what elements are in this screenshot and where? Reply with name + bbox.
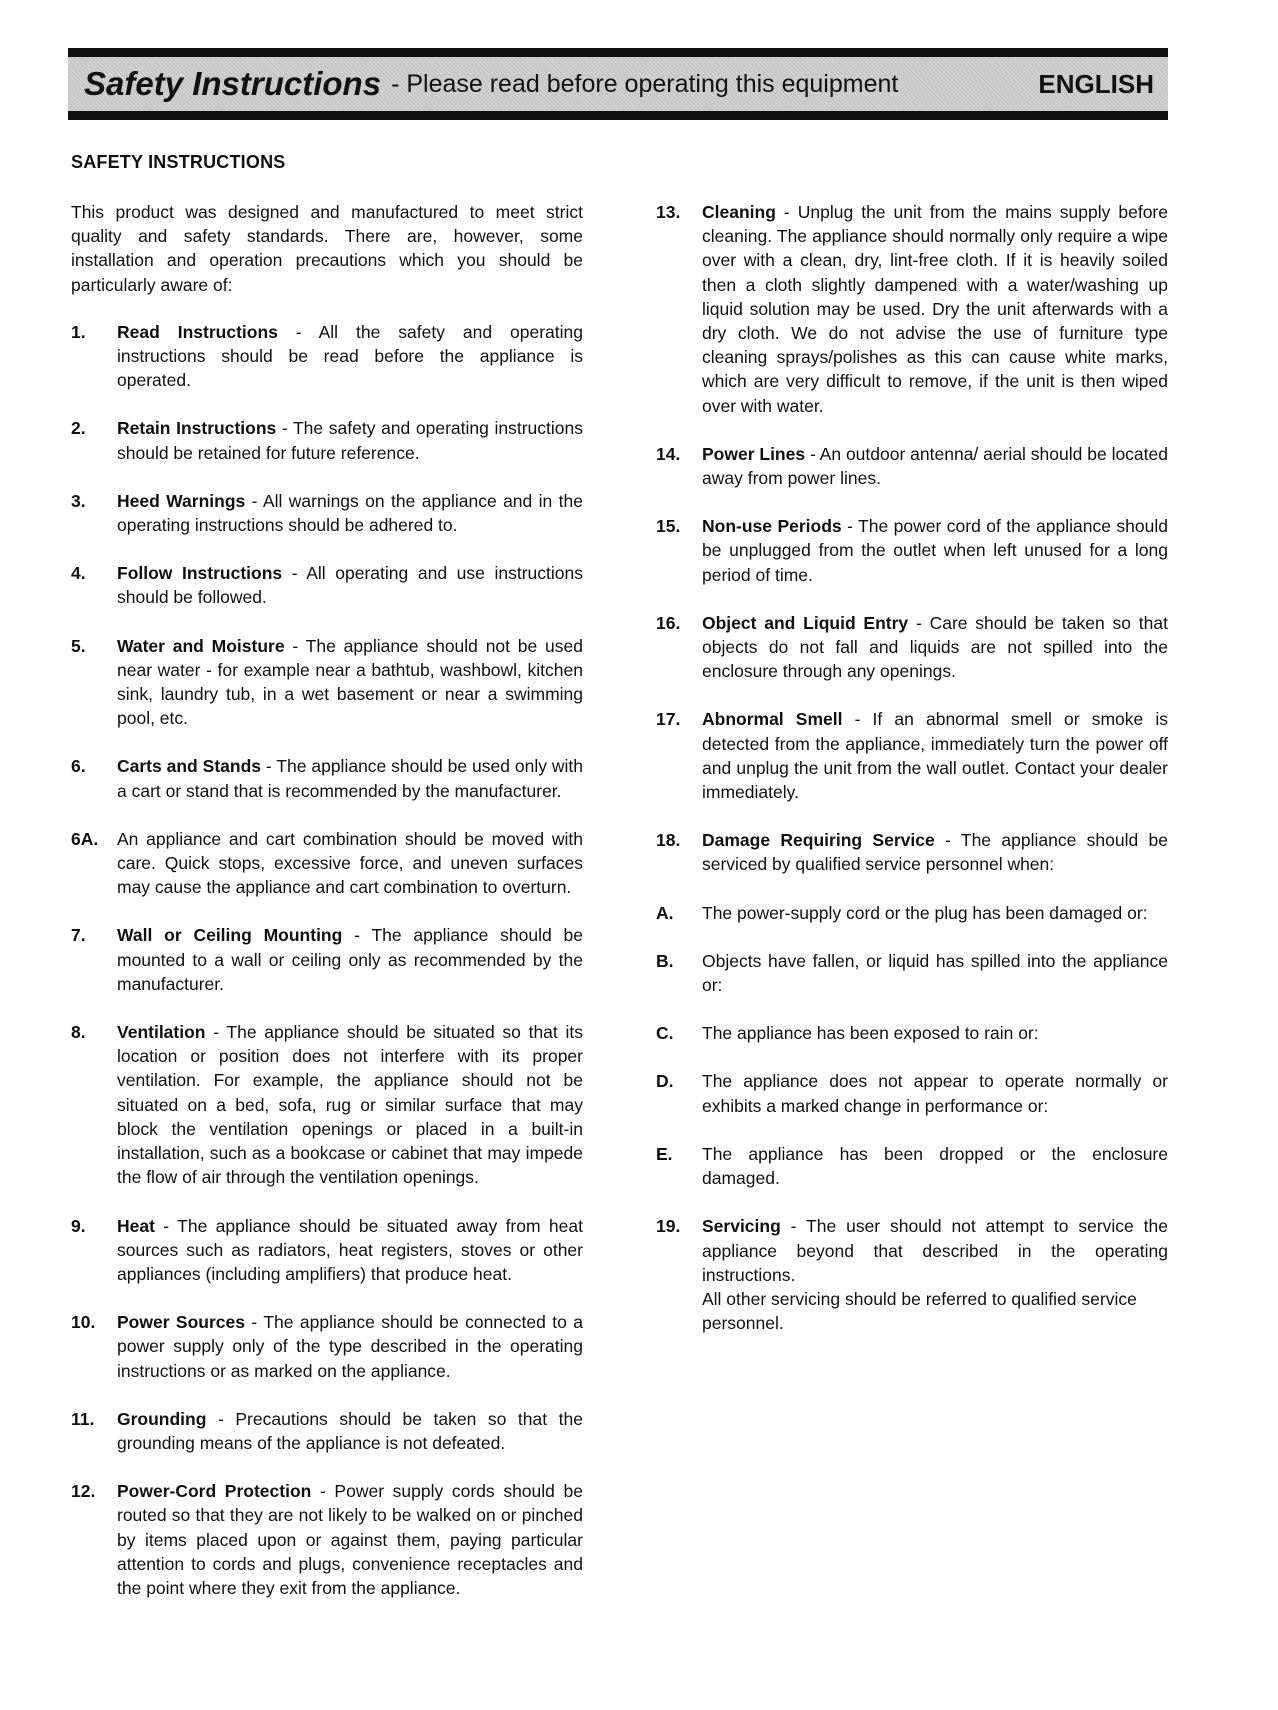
item-number: 14.: [656, 443, 681, 464]
item-text: - The power cord of the appliance should be unplugged from the outlet when left unused for a long period of time.: [702, 516, 1168, 585]
instruction-item: [71, 1407, 583, 1455]
item-body: [702, 707, 1168, 804]
item-number: 6.: [71, 756, 86, 777]
item-number: 15.: [656, 516, 681, 537]
item-body: [117, 634, 583, 731]
item-body: [702, 200, 1168, 418]
item-text: The appliance does not appear to operate normally or exhibits a marked change in performance or:: [702, 1071, 1168, 1116]
item-body: [702, 611, 1168, 684]
page-title: Safety Instructions: [84, 65, 382, 102]
item-term: Carts and Stands: [117, 756, 261, 777]
instruction-item: [656, 200, 1168, 418]
item-body: [702, 1142, 1168, 1190]
instruction-item: [71, 416, 583, 464]
item-number: A.: [656, 902, 674, 923]
item-text: - All operating and use instructions should be followed.: [117, 563, 583, 608]
item-body: [117, 1407, 583, 1455]
item-body: [117, 320, 583, 393]
item-number: 4.: [71, 563, 86, 584]
instruction-item: [71, 923, 583, 996]
item-text: - The appliance should be serviced by qualified service personnel when:: [702, 830, 1169, 875]
item-text: - All the safety and operating instructions should be read before the appliance is operated.: [117, 321, 584, 391]
item-text: The appliance has been exposed to rain or:: [702, 1023, 1039, 1044]
instruction-item: [656, 949, 1168, 997]
item-term: Water and Moisture: [117, 635, 285, 656]
item-number: 9.: [71, 1215, 86, 1236]
item-text: - The appliance should be connected to a power supply only of the type described in the operating instructions or as marked on the appliance.: [117, 1312, 583, 1381]
item-term: Wall or Ceiling Mounting: [117, 925, 343, 946]
item-term: Read Instructions: [117, 321, 278, 342]
item-extra-text: All other servicing should be referred to qualified service personnel.: [702, 1288, 1137, 1334]
item-text: Objects have fallen, or liquid has spilled into the appliance or:: [702, 950, 1168, 996]
item-term: Servicing: [702, 1216, 781, 1237]
instruction-item: [71, 1214, 583, 1287]
item-term: Ventilation: [117, 1022, 206, 1043]
item-term: Object and Liquid Entry: [702, 612, 909, 633]
left-column: [71, 200, 583, 1624]
item-term: Heat: [117, 1215, 155, 1236]
item-body: [117, 923, 583, 996]
item-term: Heed Warnings: [117, 490, 246, 511]
item-body: [702, 1069, 1168, 1117]
item-term: Grounding: [117, 1408, 207, 1429]
item-term: Non-use Periods: [702, 516, 842, 537]
item-number: 13.: [656, 202, 681, 222]
item-number: 2.: [71, 418, 86, 439]
item-number: 16.: [656, 612, 681, 633]
item-body: [702, 442, 1168, 490]
item-text: - If an abnormal smell or smoke is detected from the appliance, immediately turn the power off and unplug the unit from the wall outlet. Contact your dealer immediately.: [702, 709, 1168, 803]
instruction-item: [656, 611, 1168, 684]
item-text: An appliance and cart combination should be moved with care. Quick stops, excessive force, and uneven surfaces may cause the appliance and cart combination to overturn.: [117, 828, 583, 898]
item-number: 11.: [71, 1408, 95, 1429]
item-text: - Unplug the unit from the mains supply before cleaning. The appliance should normally only require a wipe over with a clean, dry, lint-free cloth. If it is heavily soiled then a cloth slightly dampened with a water/washing up liquid solution may be used. Dry the unit afterwards with a dry cloth. We do not advise the use of furniture type cleaning sprays/polishes as this can cause white marks, which are very difficult to remove, if the unit is then wiped over with water.: [702, 202, 1168, 416]
item-text: - The safety and operating instructions should be retained for future reference.: [117, 418, 583, 463]
instruction-item: [656, 1142, 1168, 1190]
instruction-item: [71, 754, 583, 802]
item-body: [702, 949, 1168, 997]
item-number: 17.: [656, 709, 681, 730]
item-body: [117, 827, 583, 900]
instruction-item: [71, 320, 583, 393]
item-number: 18.: [656, 830, 681, 851]
instruction-item: [71, 1020, 583, 1189]
instruction-item: [656, 1021, 1168, 1045]
item-text: - Care should be taken so that objects do not fall and liquids are not spilled into the enclosure through any openings.: [702, 612, 1168, 682]
item-term: Abnormal Smell: [702, 709, 843, 730]
item-text: - The appliance should be mounted to a wall or ceiling only as recommended by the manufacturer.: [117, 925, 583, 994]
item-number: 1.: [71, 321, 86, 342]
item-number: 12.: [71, 1481, 96, 1502]
item-number: C.: [656, 1023, 674, 1044]
item-text: - Power supply cords should be routed so that they are not likely to be walked on or pinched by items placed upon or against them, paying particular attention to cords and plugs, convenience receptacles and the point where they exit from the appliance.: [117, 1481, 583, 1598]
item-body: [117, 1479, 583, 1600]
header-banner: [68, 48, 1168, 120]
item-number: 19.: [656, 1216, 681, 1237]
item-body: [702, 828, 1168, 876]
item-number: 6A.: [71, 828, 99, 849]
item-number: B.: [656, 950, 674, 971]
item-term: Power Lines: [702, 443, 806, 464]
item-body: [702, 1214, 1168, 1335]
item-text: - Precautions should be taken so that the grounding means of the appliance is not defeated.: [117, 1408, 583, 1453]
item-body: [702, 1021, 1168, 1045]
instruction-item: [656, 1214, 1168, 1335]
instruction-item: [656, 514, 1168, 587]
item-text: - The appliance should not be used near water - for example near a bathtub, washbowl, kitchen sink, laundry tub, in a wet basement or near a swimming pool, etc.: [117, 635, 584, 729]
item-body: [117, 416, 583, 464]
item-number: E.: [656, 1143, 673, 1164]
instruction-item: [656, 828, 1168, 876]
instruction-item: [71, 489, 583, 537]
item-number: D.: [656, 1071, 674, 1092]
item-body: [117, 1020, 583, 1189]
item-term: Retain Instructions: [117, 418, 277, 439]
item-text: - The appliance should be situated away from heat sources such as radiators, heat registers, stoves or other appliances (including amplifiers) that produce heat.: [117, 1215, 583, 1284]
item-text: - The appliance should be situated so that its location or position does not interfere with its proper ventilation. For example, the appliance should not be situated on a bed, sofa, rug or similar surface that may block the ventilation openings or placed in a built-in installation, such as a bookcase or cabinet that may impede the flow of air through the ventilation openings.: [117, 1022, 583, 1188]
item-term: Cleaning: [702, 202, 776, 222]
item-number: 5.: [71, 635, 86, 656]
instruction-item: [71, 1310, 583, 1383]
item-text: - The appliance should be used only with a cart or stand that is recommended by the manufacturer.: [117, 756, 583, 801]
right-instruction-list: [656, 200, 1168, 1335]
left-instruction-list: [71, 320, 583, 1600]
item-body: [117, 1310, 583, 1383]
item-text: - An outdoor antenna/ aerial should be located away from power lines.: [702, 443, 1168, 489]
item-term: Power-Cord Protection: [117, 1481, 312, 1502]
item-body: [117, 489, 583, 537]
item-body: [117, 1214, 583, 1287]
item-term: Power Sources: [117, 1312, 245, 1333]
item-text: The power-supply cord or the plug has been damaged or:: [702, 902, 1148, 923]
item-text: The appliance has been dropped or the enclosure damaged.: [702, 1143, 1168, 1189]
instruction-item: [656, 442, 1168, 490]
instruction-item: [656, 901, 1168, 925]
instruction-item: [656, 1069, 1168, 1117]
language-label: ENGLISH: [1038, 68, 1154, 99]
instruction-item: [71, 634, 583, 731]
item-number: 7.: [71, 925, 86, 946]
item-body: [702, 901, 1168, 925]
item-text: - All warnings on the appliance and in the operating instructions should be adhered to.: [117, 490, 583, 536]
item-body: [117, 561, 583, 609]
item-term: Follow Instructions: [117, 563, 283, 584]
instruction-item: [71, 1479, 583, 1600]
item-number: 8.: [71, 1022, 86, 1043]
right-column: [656, 200, 1168, 1359]
section-heading: SAFETY INSTRUCTIONS: [71, 152, 286, 172]
instruction-item: [71, 561, 583, 609]
item-body: [702, 514, 1168, 587]
item-term: Damage Requiring Service: [702, 830, 935, 851]
item-text: - The user should not attempt to service the appliance beyond that described in the operating instructions.: [702, 1216, 1168, 1285]
item-number: 3.: [71, 490, 86, 511]
item-body: [117, 754, 583, 802]
instruction-item: [71, 827, 583, 900]
intro-paragraph: This product was designed and manufactured to meet strict quality and safety standards. There are, however, some installation and operation precautions which you should be particularly aware of:: [71, 202, 583, 295]
instruction-item: [656, 707, 1168, 804]
item-number: 10.: [71, 1312, 96, 1333]
page-subtitle: - Please read before operating this equipment: [391, 69, 899, 98]
